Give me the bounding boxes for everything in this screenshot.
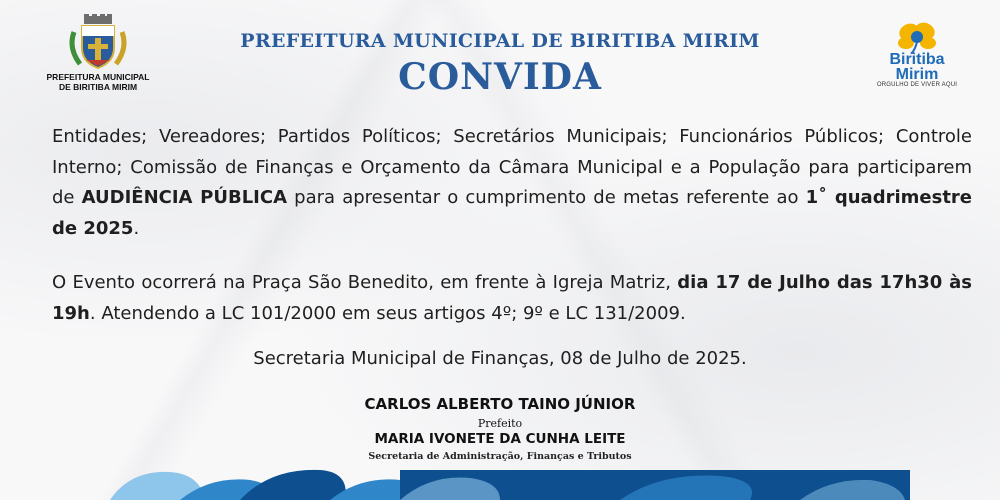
mayor-name: CARLOS ALBERTO TAINO JÚNIOR [364, 395, 636, 413]
invitation-title: CONVIDA [398, 56, 602, 98]
event-details-paragraph [52, 268, 972, 329]
logo-slogan: ORGULHO DE VIVER AQUI [876, 82, 958, 88]
mayor-role: Prefeito [477, 417, 523, 430]
logo-name-line1: Biritiba [889, 51, 945, 68]
invitation-paragraph [52, 122, 972, 244]
paragraph2-text-before: O Evento ocorrerá na Praça São Benedito, em frente à Igreja Matriz, [52, 272, 678, 293]
paragraph2-text-after: . Atendendo a LC 101/2000 em seus artigos 4º; 9º e LC 131/2009. [89, 302, 686, 324]
footer-decoration [0, 466, 1000, 500]
paragraph1-text-middle: para apresentar o cumprimento de metas referente ao [287, 187, 806, 208]
paragraph1-text-after: . [133, 217, 140, 239]
secretary-role: Secretaria de Administração, Finanças e Tributos [368, 451, 632, 462]
secretary-name: MARIA IVONETE DA CUNHA LEITE [374, 431, 626, 447]
quadrimester-label: 1˚ quadrimestre de 2025 [52, 187, 973, 239]
date-line: Secretaria Municipal de Finanças, 08 de Julho de 2025. [253, 348, 747, 369]
logo-name-line2: Mirim [895, 66, 939, 83]
paragraph1-text-before: Entidades; Vereadores; Partidos Políticos; Secretários Municipais; Funcionários Públicos; Controle Interno; Comissão de Finanças e Orçamento da Câmara Municipal e a População para participarem de [52, 126, 972, 208]
crest-caption-line1: PREFEITURA MUNICIPAL [46, 72, 150, 82]
organization-heading: PREFEITURA MUNICIPAL DE BIRITIBA MIRIM [240, 30, 760, 52]
event-date-time: dia 17 de Julho das 17h30 às 19h [52, 272, 972, 324]
public-hearing-label: AUDIÊNCIA PÚBLICA [81, 187, 288, 208]
crest-caption-line2: DE BIRITIBA MIRIM [58, 82, 138, 92]
